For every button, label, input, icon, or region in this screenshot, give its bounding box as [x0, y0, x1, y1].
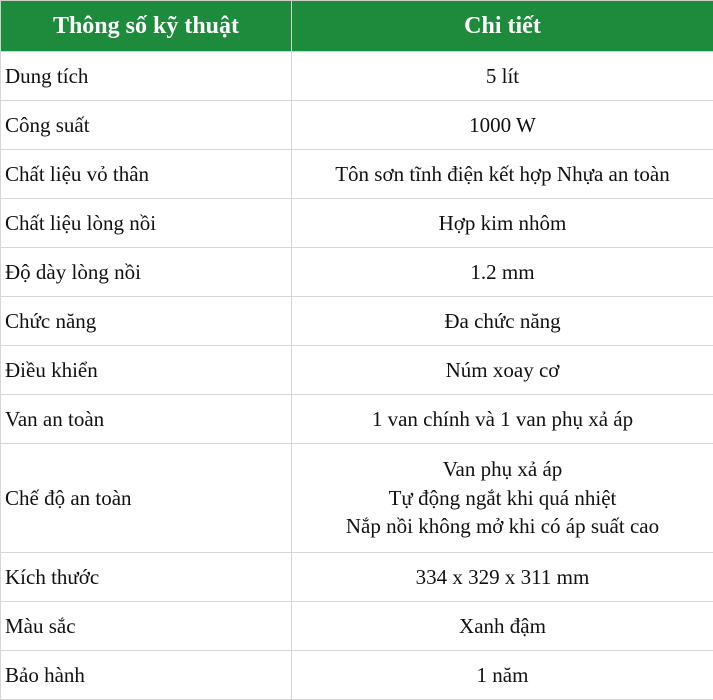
row-label: Van an toàn: [1, 395, 292, 444]
row-label: Chức năng: [1, 297, 292, 346]
table-row: [1, 101, 713, 150]
row-value: 1.2 mm: [292, 248, 713, 297]
table-row: [1, 395, 713, 444]
row-value: 1000 W: [292, 101, 713, 150]
table-row: [1, 553, 713, 602]
row-label: Màu sắc: [1, 602, 292, 651]
table-row: [1, 651, 713, 700]
row-value: 1 van chính và 1 van phụ xả áp: [292, 395, 713, 444]
row-label: Dung tích: [1, 52, 292, 101]
header-spec: Thông số kỹ thuật: [1, 1, 292, 52]
row-label: Chất liệu vỏ thân: [1, 150, 292, 199]
row-label: Độ dày lòng nồi: [1, 248, 292, 297]
header-detail: Chi tiết: [292, 1, 713, 52]
value-line: Nắp nồi không mở khi có áp suất cao: [292, 512, 713, 540]
row-value: 1 năm: [292, 651, 713, 700]
table-row: [1, 346, 713, 395]
row-label: Công suất: [1, 101, 292, 150]
table-row: [1, 444, 713, 553]
row-label: Điều khiển: [1, 346, 292, 395]
row-value: Tôn sơn tĩnh điện kết hợp Nhựa an toàn: [292, 150, 713, 199]
table-header-row: [1, 1, 713, 52]
row-label: Kích thước: [1, 553, 292, 602]
table-row: [1, 602, 713, 651]
table-row: [1, 199, 713, 248]
row-label: Bảo hành: [1, 651, 292, 700]
row-value-multiline: [292, 444, 713, 553]
value-line: Van phụ xả áp: [292, 455, 713, 483]
table-row: [1, 150, 713, 199]
table-row: [1, 248, 713, 297]
row-value: Xanh đậm: [292, 602, 713, 651]
row-label: Chất liệu lòng nồi: [1, 199, 292, 248]
table-row: [1, 297, 713, 346]
table-row: [1, 52, 713, 101]
row-label: Chế độ an toàn: [1, 444, 292, 553]
row-value: 5 lít: [292, 52, 713, 101]
row-value: Đa chức năng: [292, 297, 713, 346]
row-value: Núm xoay cơ: [292, 346, 713, 395]
row-value: 334 x 329 x 311 mm: [292, 553, 713, 602]
row-value: Hợp kim nhôm: [292, 199, 713, 248]
value-line: Tự động ngắt khi quá nhiệt: [292, 484, 713, 512]
